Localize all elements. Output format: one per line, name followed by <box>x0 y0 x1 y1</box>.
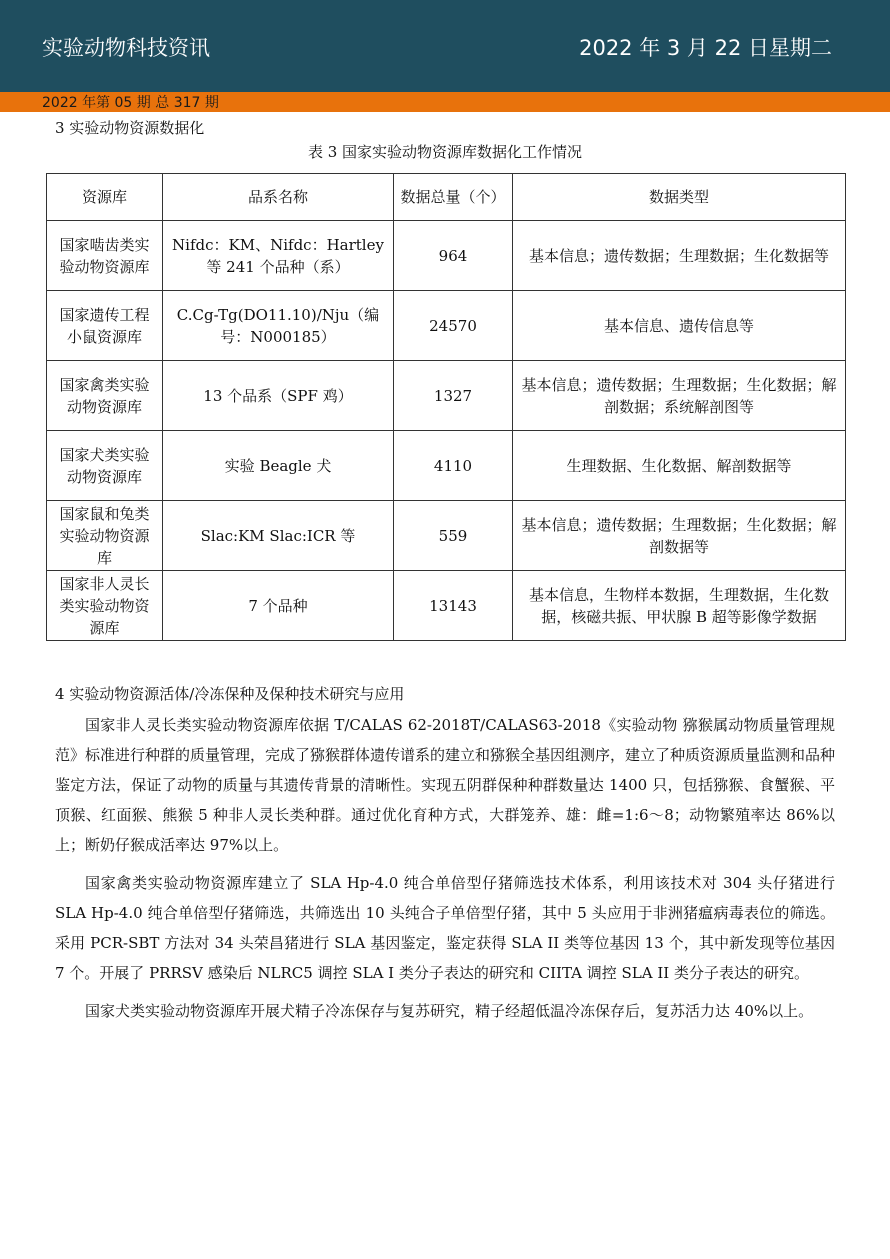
table-cell: Slac:KM Slac:ICR 等 <box>163 501 394 571</box>
table-cell: 4110 <box>394 431 513 501</box>
table-cell: 基本信息，生物样本数据，生理数据，生化数据，核磁共振、甲状腺 B 超等影像学数据 <box>513 571 846 641</box>
table-cell: 国家鼠和兔类实验动物资源库 <box>47 501 163 571</box>
table-row <box>47 501 846 571</box>
paragraph: 国家犬类实验动物资源库开展犬精子冷冻保存与复苏研究，精子经超低温冷冻保存后，复苏活力达 40%以上。 <box>85 1002 814 1020</box>
table-cell: 国家禽类实验动物资源库 <box>47 361 163 431</box>
table-cell: 13 个品系（SPF 鸡） <box>163 361 394 431</box>
page-header <box>0 0 890 92</box>
issue-number: 2022 年第 05 期 总 317 期 <box>42 95 219 111</box>
table-cell: 1327 <box>394 361 513 431</box>
table-cell: 7 个品种 <box>163 571 394 641</box>
section-4-heading: 4 实验动物资源活体/冷冻保种及保种技术研究与应用 <box>55 685 405 703</box>
column-header: 资源库 <box>47 174 163 221</box>
publication-title: 实验动物科技资讯 <box>42 36 210 60</box>
column-header: 数据类型 <box>513 174 846 221</box>
table-row <box>47 221 846 291</box>
table-cell: 13143 <box>394 571 513 641</box>
table-cell: Nifdc：KM、Nifdc：Hartley 等 241 个品种（系） <box>163 221 394 291</box>
table-header-row <box>47 174 846 221</box>
table-cell: 生理数据、生化数据、解剖数据等 <box>513 431 846 501</box>
paragraph: 国家禽类实验动物资源库建立了 SLA Hp-4.0 纯合单倍型仔猪筛选技术体系，利用该技术对 304 头仔猪进行 SLA Hp-4.0 纯合单倍型仔猪筛选，共筛选出 10 头纯合子单倍型仔猪，其中 5 头应用于非洲猪瘟病毒表位的筛选。采用 PCR-SBT 方法对 34 头荣昌猪进行 SLA 基因鉴定，鉴定获得 SLA II 类等位基因 13 个，其中新发现等位基因 7 个。开展了 PRRSV 感染后 NLRC5 调控 SLA I 类分子表达的研究和 CIITA 调控 SLA II 类分子表达的研究。 <box>55 874 835 982</box>
table-cell: 国家非人灵长类实验动物资源库 <box>47 571 163 641</box>
table-cell: 基本信息；遗传数据；生理数据；生化数据；解剖数据等 <box>513 501 846 571</box>
table-cell: 实验 Beagle 犬 <box>163 431 394 501</box>
table-cell: 国家遗传工程小鼠资源库 <box>47 291 163 361</box>
table-cell: 国家犬类实验动物资源库 <box>47 431 163 501</box>
table-cell: C.Cg-Tg(DO11.10)/Nju（编号：N000185） <box>163 291 394 361</box>
issue-band <box>0 92 890 112</box>
table-cell: 基本信息；遗传数据；生理数据；生化数据等 <box>513 221 846 291</box>
publication-date: 2022 年 3 月 22 日星期二 <box>579 36 832 60</box>
table-cell: 964 <box>394 221 513 291</box>
table-row <box>47 361 846 431</box>
table-caption: 表 3 国家实验动物资源库数据化工作情况 <box>307 143 583 161</box>
table-row <box>47 291 846 361</box>
table-cell: 559 <box>394 501 513 571</box>
column-header: 品系名称 <box>163 174 394 221</box>
section-3-heading: 3 实验动物资源数据化 <box>55 119 205 137</box>
section-4-body <box>55 710 835 1034</box>
table-row <box>47 571 846 641</box>
table-cell: 24570 <box>394 291 513 361</box>
column-header: 数据总量（个） <box>394 174 513 221</box>
table-cell: 国家啮齿类实验动物资源库 <box>47 221 163 291</box>
table-cell: 基本信息；遗传数据；生理数据；生化数据；解剖数据；系统解剖图等 <box>513 361 846 431</box>
data-table <box>46 173 846 641</box>
paragraph: 国家非人灵长类实验动物资源库依据 T/CALAS 62-2018T/CALAS63-2018《实验动物 猕猴属动物质量管理规范》标准进行种群的质量管理，完成了猕猴群体遗传谱系的建立和猕猴全基因组测序，建立了种质资源质量监测和品种鉴定方法，保证了动物的质量与其遗传背景的清晰性。实现五阴群保种种群数量达 1400 只，包括猕猴、食蟹猴、平顶猴、红面猴、熊猴 5 种非人灵长类种群。通过优化育种方式，大群笼养、雄：雌=1:6～8；动物繁殖率达 86%以上；断奶仔猴成活率达 97%以上。 <box>55 716 836 854</box>
table-row <box>47 431 846 501</box>
table-cell: 基本信息、遗传信息等 <box>513 291 846 361</box>
